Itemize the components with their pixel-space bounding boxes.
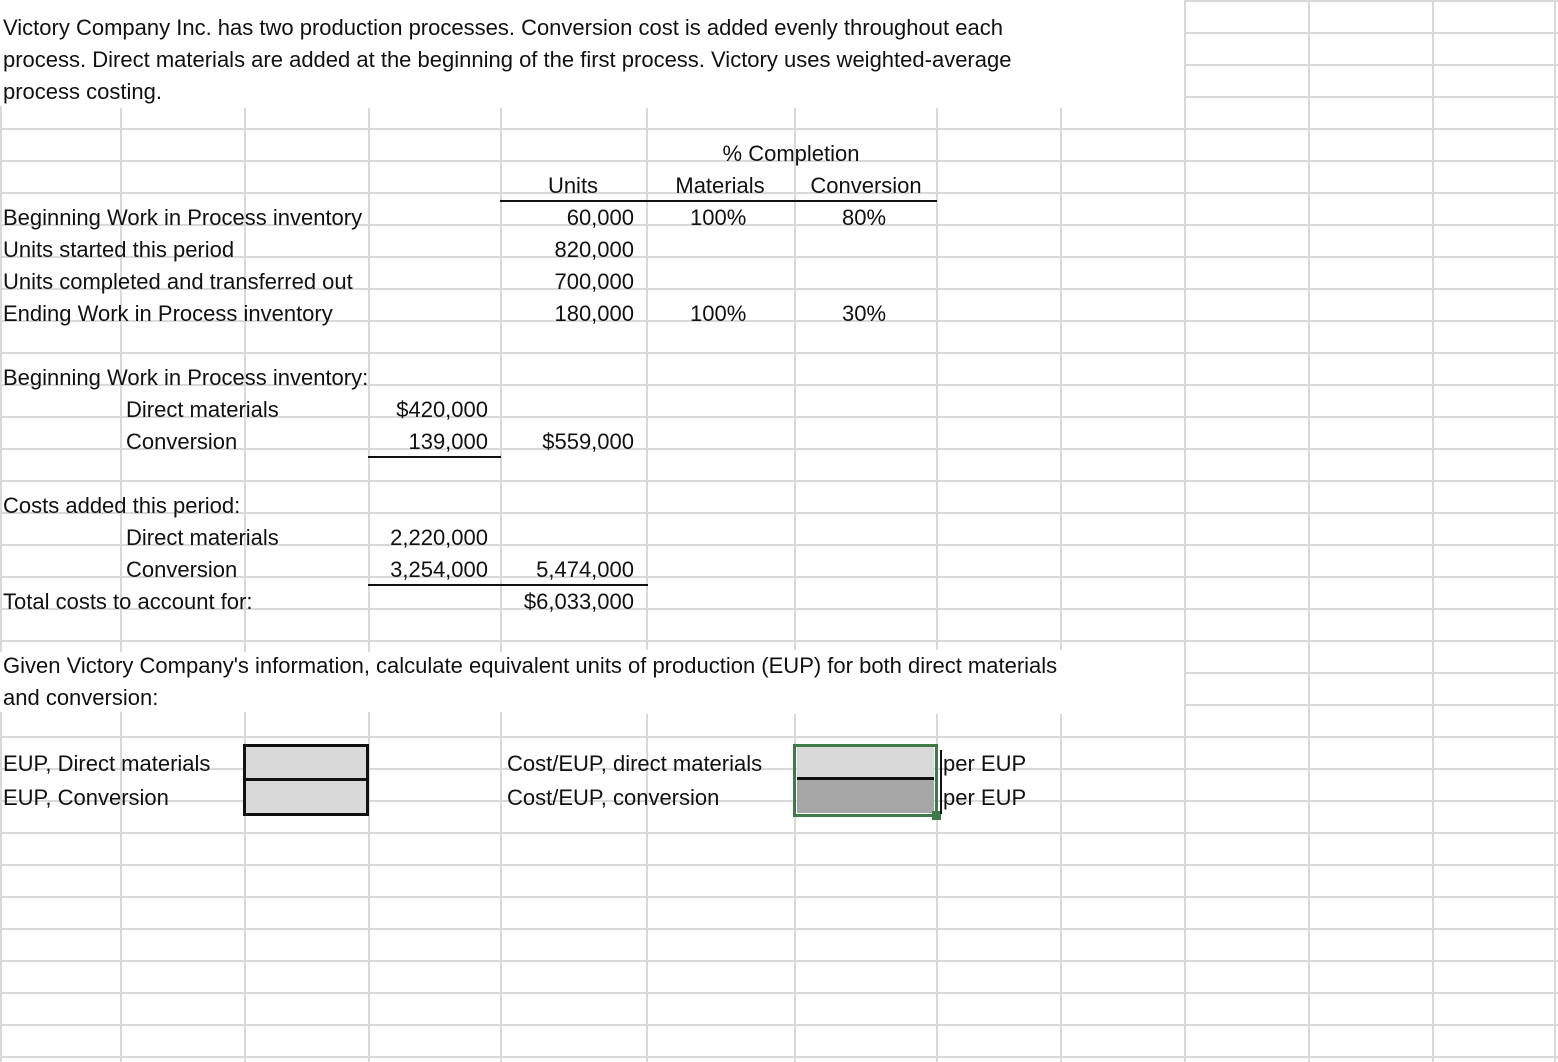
per-eup-label-1: per EUP xyxy=(943,751,1027,776)
row-label-beginning-wip: Beginning Work in Process inventory xyxy=(3,205,363,230)
completion-header: % Completion xyxy=(722,141,860,166)
question-line-2: and conversion: xyxy=(3,685,159,710)
beginning-conv-label: Conversion xyxy=(126,429,238,454)
total-costs-label: Total costs to account for: xyxy=(3,589,253,614)
beginning-dm-label: Direct materials xyxy=(126,397,279,422)
added-dm-label: Direct materials xyxy=(126,525,279,550)
beginning-conv-amount: 139,000 xyxy=(408,429,488,454)
row-label-ending-wip: Ending Work in Process inventory xyxy=(3,301,333,326)
cost-eup-dm-label: Cost/EUP, direct materials xyxy=(507,751,763,776)
beginning-wip-heading: Beginning Work in Process inventory: xyxy=(3,365,369,390)
eup-conv-label: EUP, Conversion xyxy=(3,785,169,810)
eup-dm-input[interactable] xyxy=(243,744,369,781)
materials-header: Materials xyxy=(675,173,765,198)
conversion-ending-wip: 30% xyxy=(842,301,887,326)
materials-ending-wip: 100% xyxy=(690,301,747,326)
added-dm-amount: 2,220,000 xyxy=(390,525,488,550)
question-line-1: Given Victory Company's information, calculate equivalent units of production (EUP) for both direct materials xyxy=(3,653,1058,678)
selection-border xyxy=(793,744,938,817)
eup-dm-label: EUP, Direct materials xyxy=(3,751,211,776)
beginning-wip-underline xyxy=(368,456,501,458)
eup-conv-input[interactable] xyxy=(243,778,369,816)
cost-eup-conv-label: Cost/EUP, conversion xyxy=(507,785,720,810)
materials-beginning-wip: 100% xyxy=(690,205,747,230)
units-started: 820,000 xyxy=(554,237,634,262)
intro-line-1: Victory Company Inc. has two production processes. Conversion cost is added evenly throughout each xyxy=(3,15,1003,40)
per-eup-label-2: per EUP xyxy=(943,785,1027,810)
row-label-units-started: Units started this period xyxy=(3,237,235,262)
costs-added-heading: Costs added this period: xyxy=(3,493,241,518)
costs-added-subtotal: 5,474,000 xyxy=(536,557,634,582)
units-beginning-wip: 60,000 xyxy=(566,205,634,230)
units-ending-wip: 180,000 xyxy=(554,301,634,326)
units-completed: 700,000 xyxy=(554,269,634,294)
beginning-wip-total: $559,000 xyxy=(542,429,634,454)
per-eup-border xyxy=(940,750,942,814)
row-label-units-completed: Units completed and transferred out xyxy=(3,269,353,294)
added-conv-amount: 3,254,000 xyxy=(390,557,488,582)
intro-line-2: process. Direct materials are added at the beginning of the first process. Victory uses weighted-average xyxy=(3,47,1012,72)
beginning-dm-amount: $420,000 xyxy=(396,397,488,422)
conversion-header: Conversion xyxy=(810,173,922,198)
conversion-beginning-wip: 80% xyxy=(842,205,887,230)
units-header: Units xyxy=(547,173,599,198)
total-costs-amount: $6,033,000 xyxy=(523,589,634,614)
intro-line-3: process costing. xyxy=(3,79,162,104)
added-conv-label: Conversion xyxy=(126,557,238,582)
